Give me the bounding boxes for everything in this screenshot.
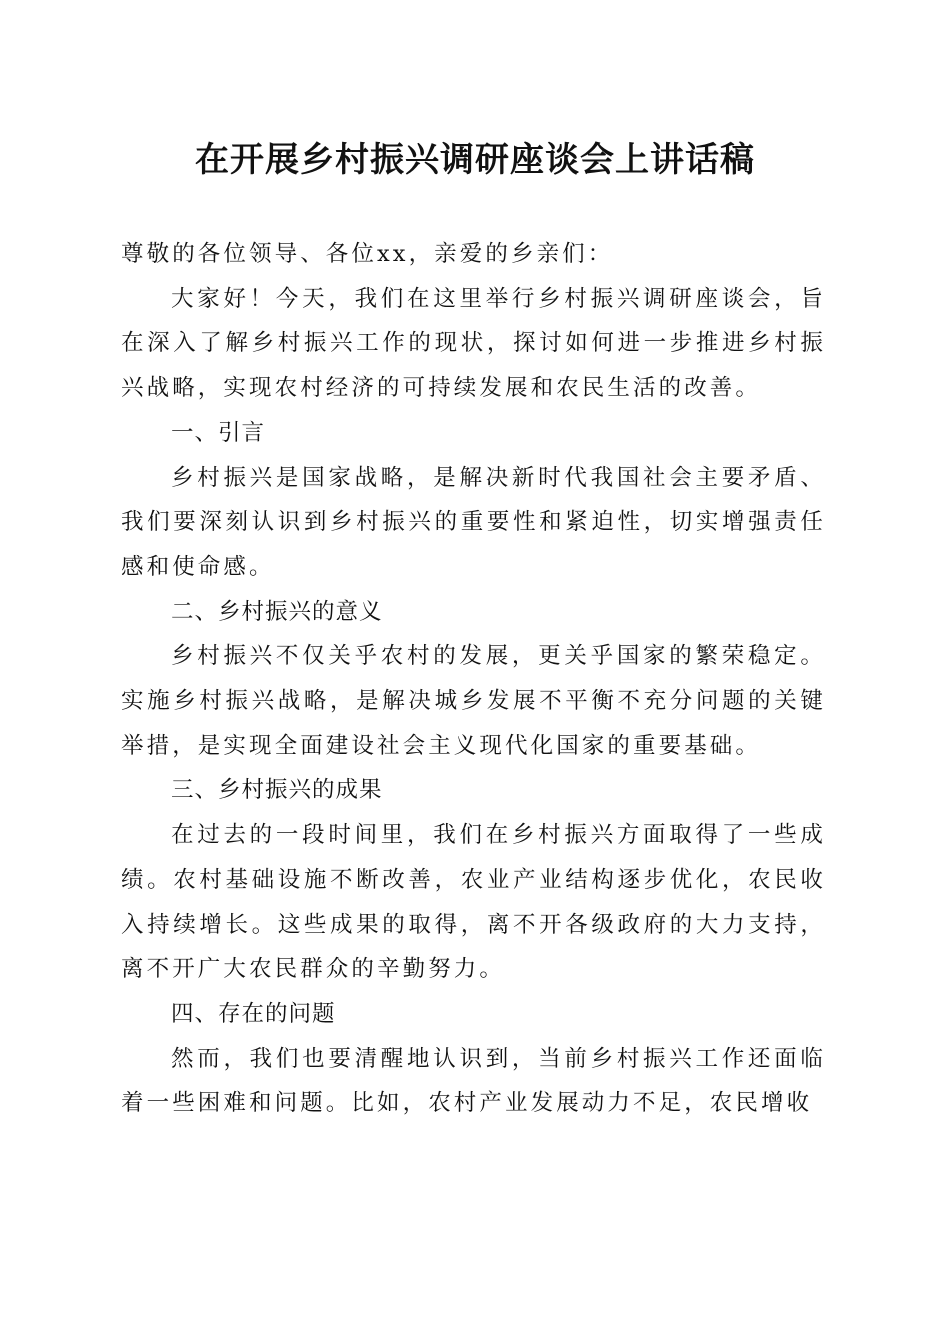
section-paragraph: 在过去的一段时间里，我们在乡村振兴方面取得了一些成绩。农村基础设施不断改善，农业产业结构逐步优化，农民收入持续增长。这些成果的取得，离不开各级政府的大力支持，离不开广大农民群众的辛勤努力。 [121, 822, 826, 983]
section-heading: 四、存在的问题 [171, 1000, 336, 1027]
section-paragraph: 然而，我们也要清醒地认识到，当前乡村振兴工作还面临着一些困难和问题。比如，农村产业发展动力不足，农民增收 [121, 1045, 826, 1117]
section-heading: 二、乡村振兴的意义 [171, 598, 383, 625]
document-body [121, 232, 826, 1126]
salutation: 尊敬的各位领导、各位xx，亲爱的乡亲们： [121, 241, 614, 267]
document-title: 在开展乡村振兴调研座谈会上讲话稿 [195, 140, 755, 180]
section-achievements [121, 768, 826, 992]
section-heading: 三、乡村振兴的成果 [171, 777, 383, 804]
section-paragraph: 乡村振兴不仅关乎农村的发展，更关乎国家的繁荣稳定。实施乡村振兴战略，是解决城乡发展不平衡不充分问题的关键举措，是实现全面建设社会主义现代化国家的重要基础。 [121, 643, 826, 759]
section-problems [121, 992, 826, 1126]
section-paragraph: 乡村振兴是国家战略，是解决新时代我国社会主要矛盾、我们要深刻认识到乡村振兴的重要性和紧迫性，切实增强责任感和使命感。 [121, 464, 826, 580]
opening-paragraph: 大家好！今天，我们在这里举行乡村振兴调研座谈会，旨在深入了解乡村振兴工作的现状，探讨如何进一步推进乡村振兴战略，实现农村经济的可持续发展和农民生活的改善。 [121, 285, 826, 402]
section-heading: 一、引言 [171, 419, 266, 446]
section-introduction [121, 411, 826, 590]
section-significance [121, 590, 826, 769]
